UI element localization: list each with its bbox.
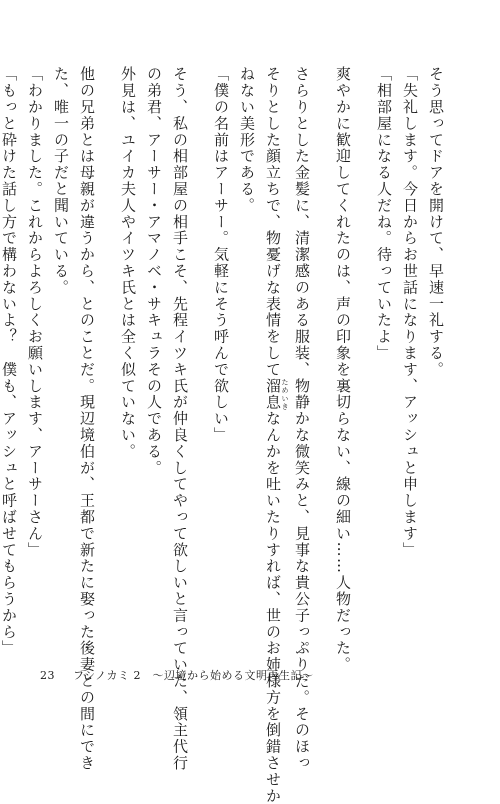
book-title: フシノカミ 2 ～辺境から始める文明再生記～ (73, 669, 314, 682)
text-line: 「もっと砕けた話し方で構わないよ？ 僕も、アッシュと呼ばせてもらうから」 (0, 66, 18, 657)
text-line: ねない美形である。 (238, 66, 256, 214)
text-line: さらりとした金髪に、清潔感のある服装、物静かな微笑みと、見事な貴公子っぷりだ。そのほっ (293, 66, 311, 772)
text-line: 他の兄弟とは母親が違うから、とのことだ。現辺境伯が、王都で新たに娶った後妻との間にでき (78, 66, 96, 772)
text-line: そう、私の相部屋の相手こそ、先程イツキ氏が仲良くしてやって欲しいと言っていた、領主代行 (171, 66, 189, 772)
text-line: 「失礼します。今日からお世話になります、アッシュと申します」 (401, 66, 419, 558)
page-number: 23 (40, 669, 55, 682)
ruby-annotation: 溜息 ためいき (264, 377, 289, 411)
text-line: そう思ってドアを開けて、早速一礼する。 (427, 66, 445, 378)
text-line: た、唯一の子だと聞いている。 (52, 66, 70, 296)
page-footer (40, 667, 314, 683)
text-line: 「相部屋になる人だね。待っていたよ」 (375, 66, 393, 362)
text-line: 「僕の名前はアーサー。気軽にそう呼んで欲しい」 (212, 66, 230, 444)
text-line: 外見は、ユイカ夫人やイツキ氏とは全く似ていない。 (119, 66, 137, 460)
text-line: そりとした顔立ちで、物憂げな表情をして溜息 ためいきなんかを吐いたりすれば、世のお姉様方を倒錯させか (264, 66, 289, 804)
text-line: 「わかりました。これからよろしくお願いします、アーサーさん」 (26, 66, 44, 558)
text-line: の弟君、アーサー・アマノベ・サキュラその人である。 (145, 66, 163, 476)
text-line: 爽やかに歓迎してくれたのは、声の印象を裏切らない、線の細い……人物だった。 (334, 66, 352, 673)
